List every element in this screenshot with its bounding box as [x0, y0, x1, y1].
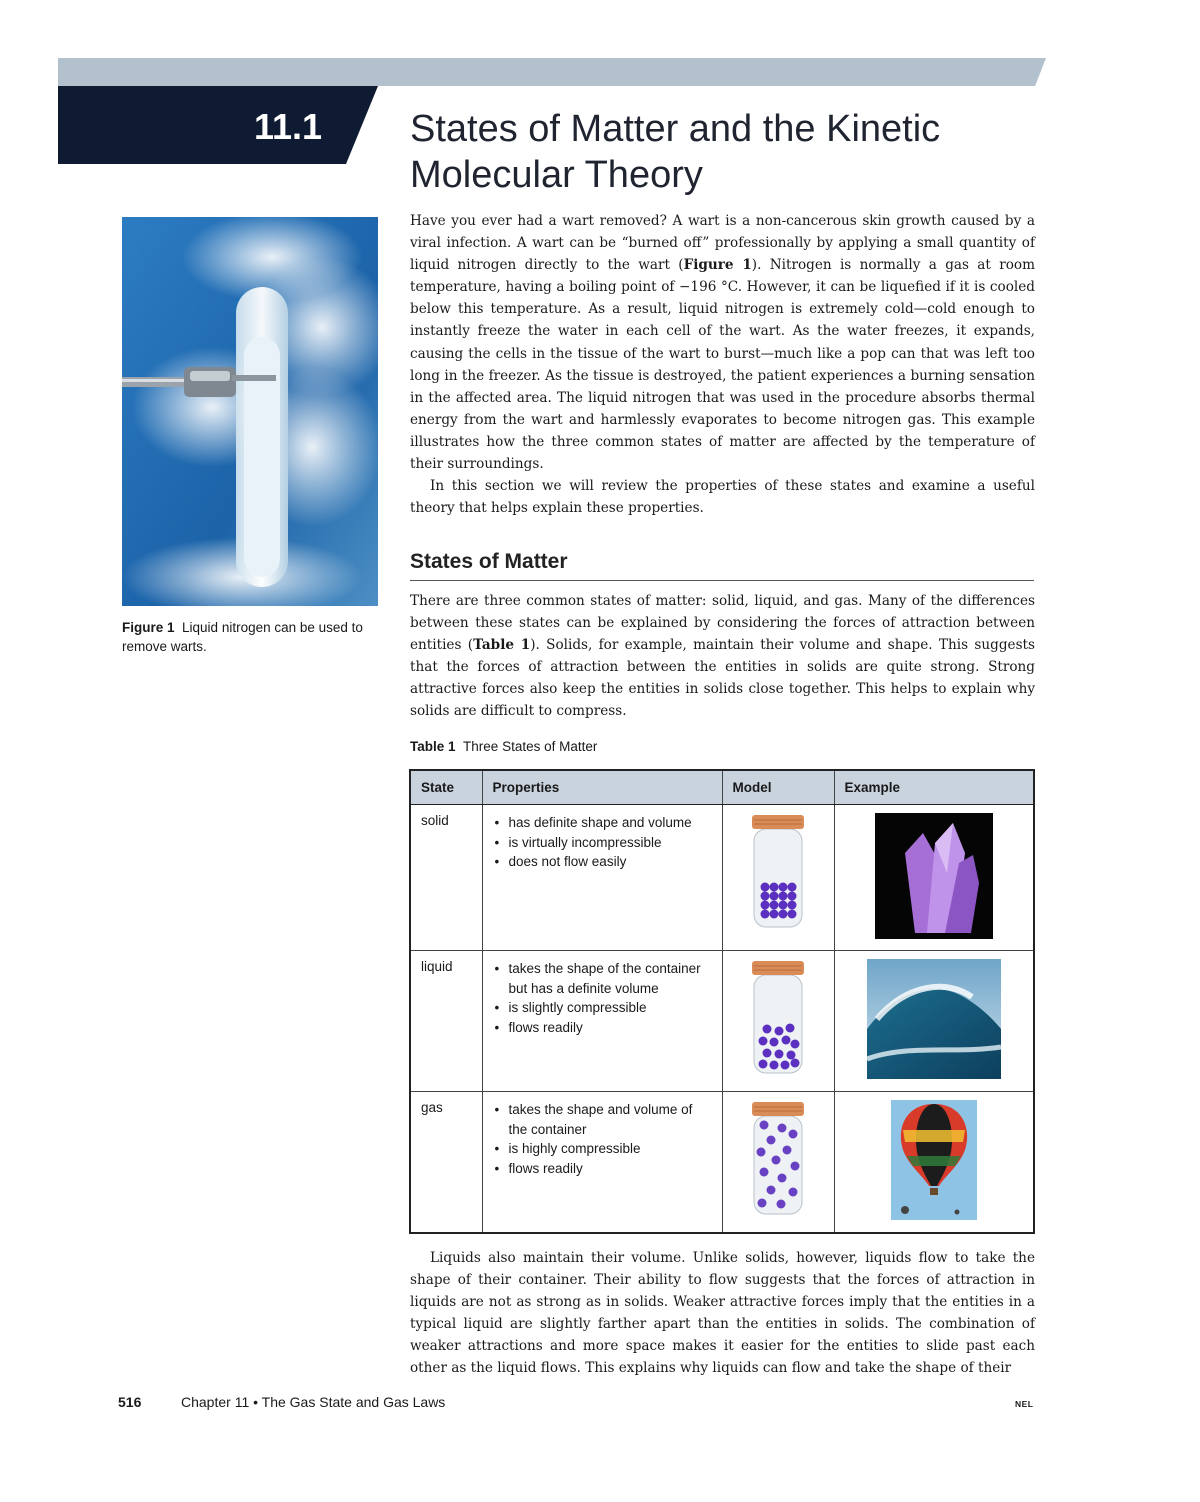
example-cell — [834, 951, 1034, 1092]
header-band — [58, 58, 1046, 86]
intro-p1-text-a: Have you ever had a wart removed? A wart is a non-cancerous skin growth caused by a viral infection. A wart can be “burned off” professionally by applying a small quantity of liquid nitrogen directly to the wart ( — [410, 213, 1035, 274]
wave-photo — [867, 959, 1001, 1079]
hot-air-balloon-photo — [891, 1100, 977, 1220]
gas-jar-model — [749, 1100, 807, 1218]
figure-label: Figure 1 — [122, 620, 175, 635]
table-reference: Table 1 — [473, 637, 531, 654]
intro-paragraph-2: In this section we will review the properties of these states and examine a useful theory that helps explain these properties. — [410, 478, 1035, 517]
example-cell — [834, 1092, 1034, 1234]
states-p1-text-b: ). Solids, for example, maintain their volume and shape. This suggests that the forces of attraction between the entities in solids are quite strong. Strong attractive forces also keep the entities in solids close together. This helps to explain why solids are difficult to compress. — [410, 637, 1035, 720]
header-model: Model — [722, 770, 834, 805]
state-cell: gas — [410, 1092, 482, 1234]
states-paragraph-1 — [410, 590, 1035, 723]
header-example: Example — [834, 770, 1034, 805]
section-heading: States of Matter — [410, 547, 1034, 581]
states-table — [409, 769, 1035, 1234]
table-title: Three States of Matter — [463, 739, 598, 754]
intro-p1-text-b: ). Nitrogen is normally a gas at room temperature, having a boiling point of −196 °C. However, it can be liquefied if it is cooled below this temperature. As a result, liquid nitrogen is extremely cold—cold enough to instantly freeze the water in each cell of the wart. As the water freezes, it expands, causing the cells in the tissue of the wart to burst—much like a pop can that was left too long in the freezer. As the tissue is destroyed, the patient experiences a burning sensation in the affected area. The liquid nitrogen that was used in the procedure absorbs thermal energy from the wart and harmlessly evaporates to become nitrogen gas. This example illustrates how the three common states of matter are affected by the temperature of their surroundings. — [410, 257, 1035, 473]
liquid-jar-model — [749, 959, 807, 1077]
section-number-block — [58, 86, 378, 164]
liquid-nitrogen-photo — [122, 217, 378, 606]
model-cell — [722, 951, 834, 1092]
property-item: • has definite shape and volume — [493, 813, 712, 833]
chapter-title: Chapter 11 • The Gas State and Gas Laws — [181, 1394, 446, 1410]
intro-paragraph-1 — [410, 210, 1035, 475]
publisher-mark: NEL — [1015, 1399, 1034, 1409]
property-item: • flows readily — [493, 1018, 712, 1038]
page-number: 516 — [118, 1394, 142, 1410]
intro-text — [410, 210, 1035, 519]
model-cell — [722, 805, 834, 951]
example-cell — [834, 805, 1034, 951]
table-label: Table 1 — [410, 739, 456, 754]
header-properties: Properties — [482, 770, 722, 805]
figure-caption-text: Liquid nitrogen can be used to remove warts. — [122, 620, 363, 654]
table-row — [410, 951, 1034, 1092]
property-item: • is virtually incompressible — [493, 833, 712, 853]
continuation-paragraph: Liquids also maintain their volume. Unlike solids, however, liquids flow to take the shape of their container. Their ability to flow suggests that the forces of attraction in liquids are not as strong as in solids. Weaker attractive forces imply that the entities in a typical liquid are slightly farther apart than the entities in solids. The combination of weaker attractions and more space makes it easier for the entities to slide past each other as the liquid flows. This explains why liquids can flow and take the shape of their — [410, 1250, 1035, 1377]
table-row — [410, 1092, 1034, 1234]
properties-cell — [482, 1092, 722, 1234]
figure-caption — [122, 618, 384, 656]
properties-cell — [482, 951, 722, 1092]
continuation-text — [410, 1247, 1035, 1380]
property-item: • is highly compressible — [493, 1139, 712, 1159]
model-cell — [722, 1092, 834, 1234]
state-cell: liquid — [410, 951, 482, 1092]
section-number: 11.1 — [254, 106, 323, 147]
property-item: • takes the shape of the container but has a definite volume — [493, 959, 712, 998]
table-row — [410, 805, 1034, 951]
state-cell: solid — [410, 805, 482, 951]
table-caption — [410, 739, 597, 754]
header-state: State — [410, 770, 482, 805]
solid-jar-model — [749, 813, 807, 931]
page-title: States of Matter and the Kinetic Molecular Theory — [410, 108, 941, 196]
states-p1-text-a: There are three common states of matter: solid, liquid, and gas. Many of the differences between these states can be explained by considering the forces of attraction between entities ( — [410, 593, 1035, 654]
table-header-row — [410, 770, 1034, 805]
figure-reference: Figure 1 — [683, 257, 752, 274]
property-item: • is slightly compressible — [493, 998, 712, 1018]
property-item: • takes the shape and volume of the container — [493, 1100, 712, 1139]
property-item: • flows readily — [493, 1159, 712, 1179]
properties-cell — [482, 805, 722, 951]
crystal-photo — [875, 813, 993, 939]
states-text — [410, 590, 1035, 723]
property-item: • does not flow easily — [493, 852, 712, 872]
